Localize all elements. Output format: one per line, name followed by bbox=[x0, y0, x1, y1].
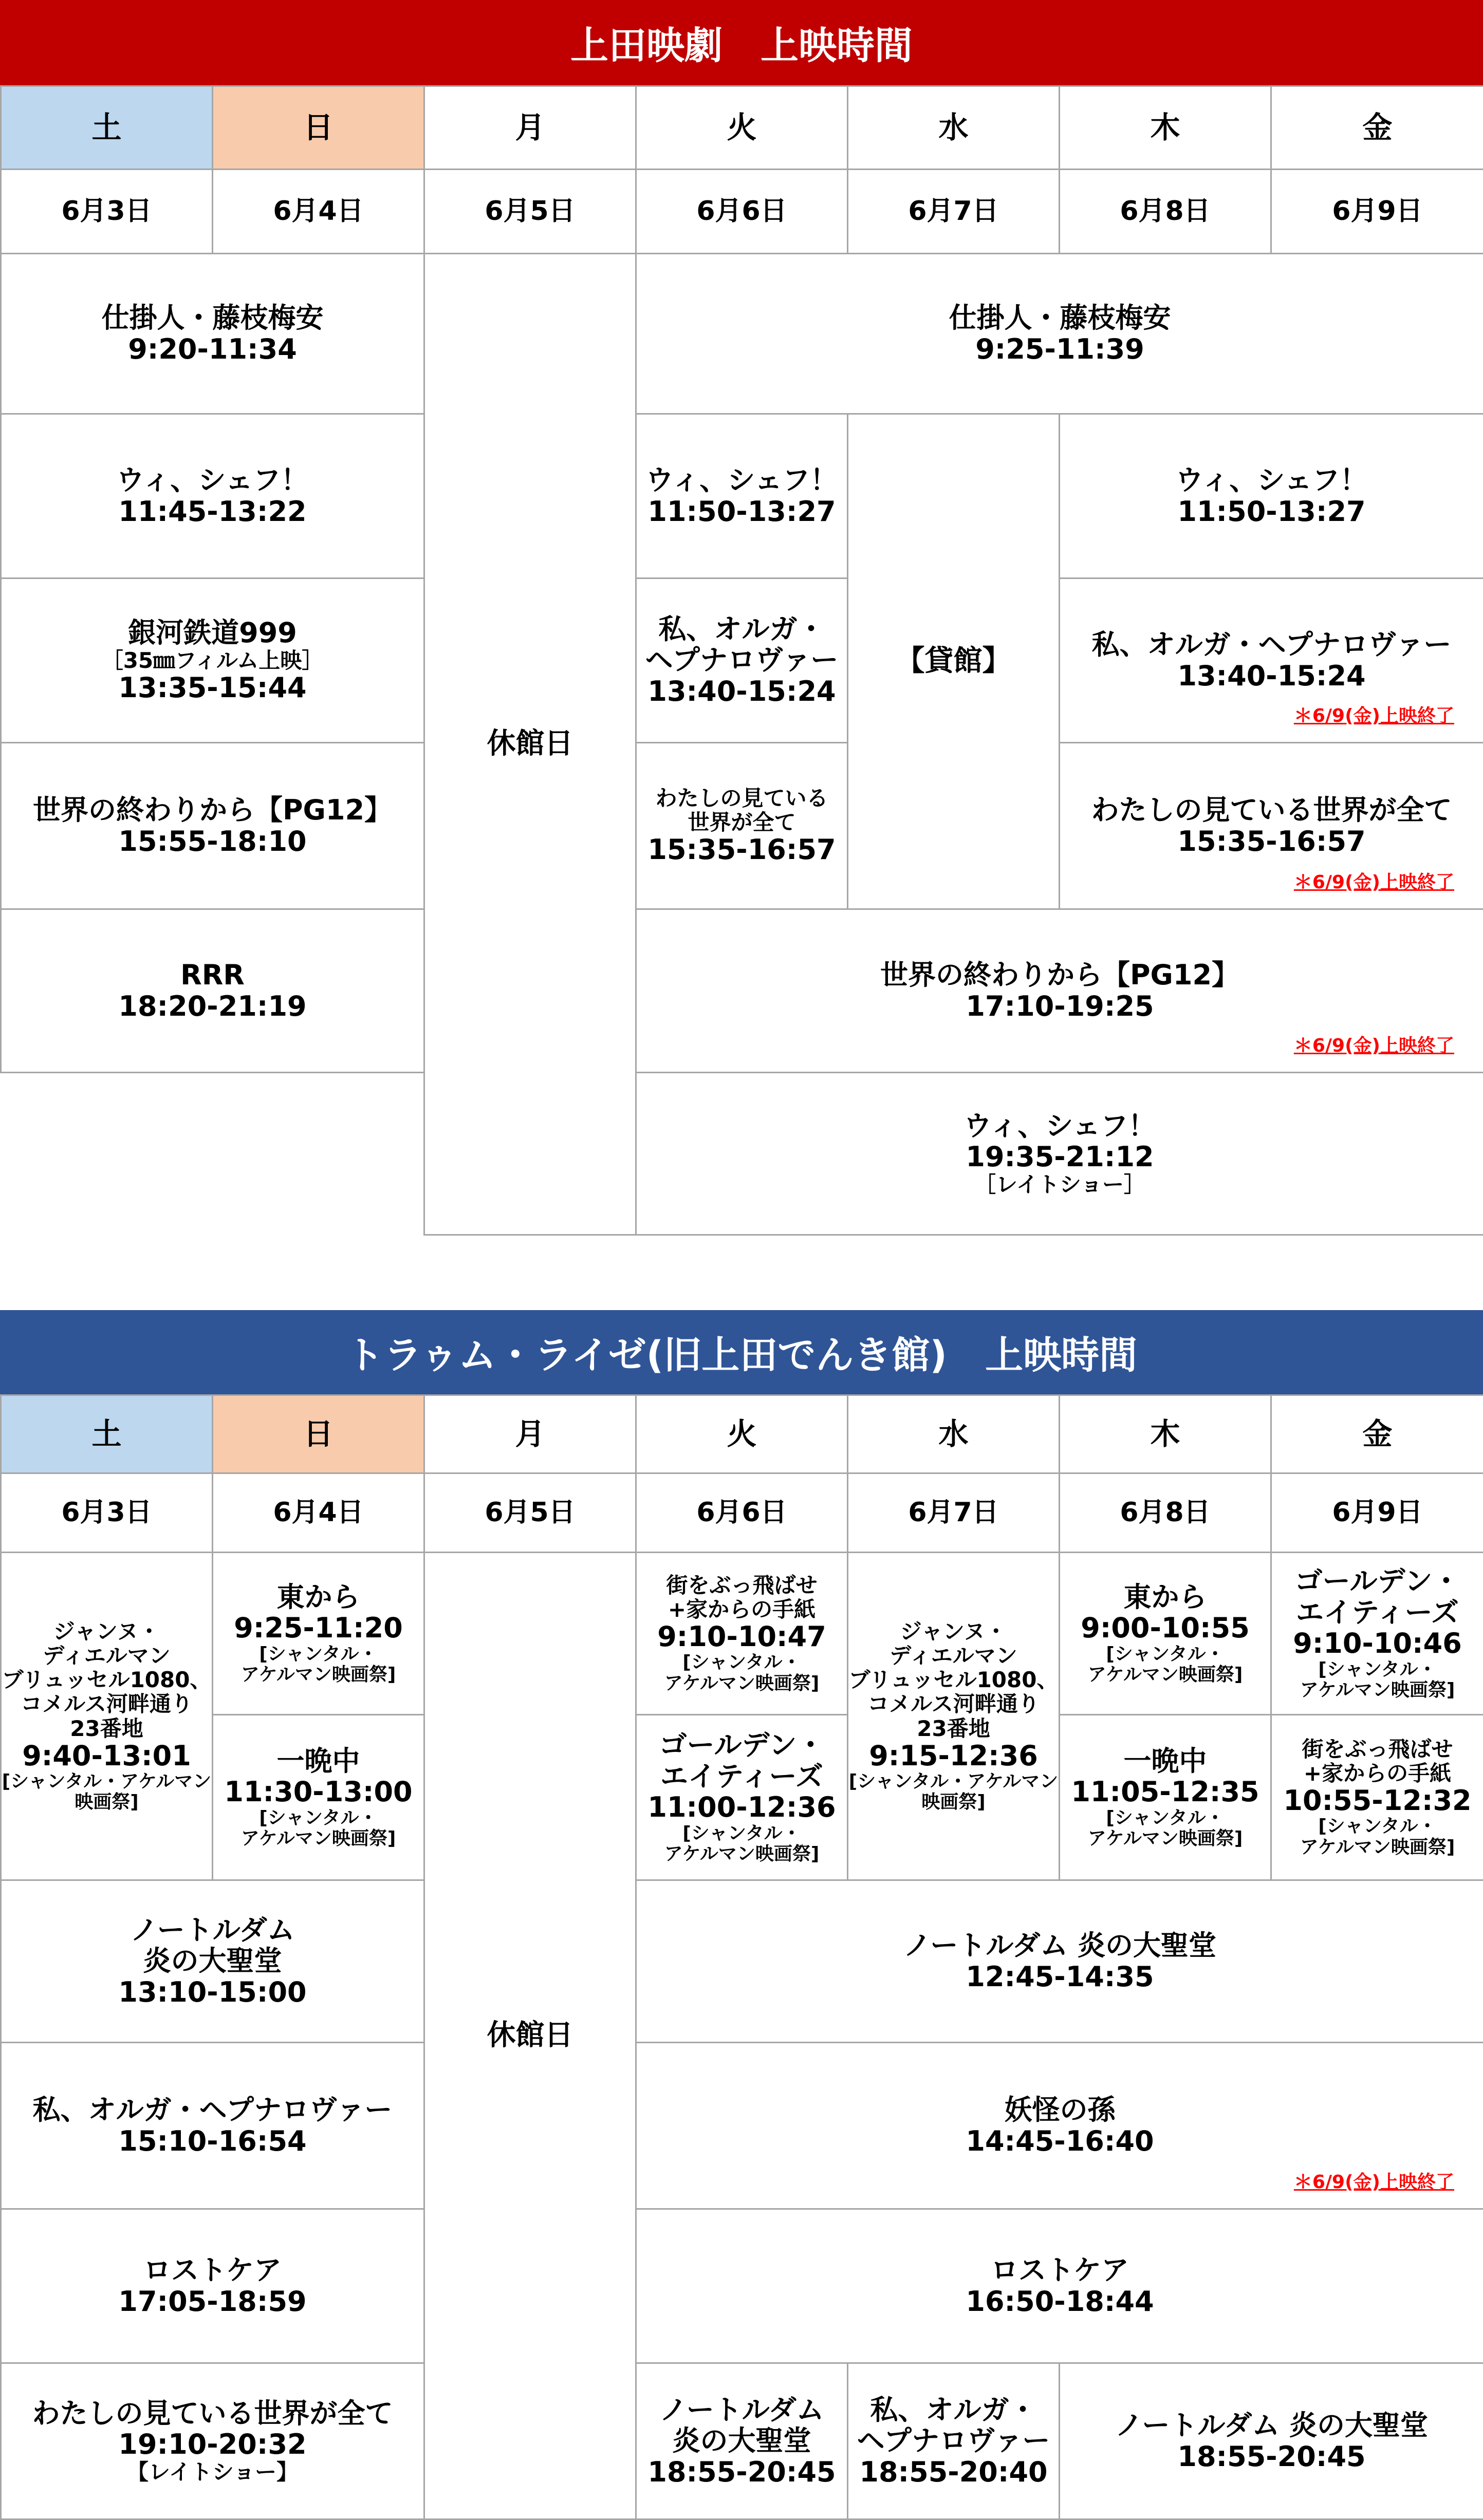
closed-day-cell: 休館日 bbox=[424, 254, 636, 1235]
date-cell: 6月7日 bbox=[848, 170, 1060, 254]
showing-cell: 街をぶっ飛ばせ +家からの手紙 10:55-12:32 [シャンタル・ アケルマン映画祭] bbox=[1271, 1715, 1483, 1880]
end-notice: ＊6/9(金)上映終了 bbox=[1294, 706, 1454, 726]
day-sat: 土 bbox=[1, 86, 213, 170]
rental-cell: 【貸館】 bbox=[848, 414, 1060, 909]
day-wed: 水 bbox=[848, 86, 1060, 170]
showing-cell: 私、オルガ・ヘプナロヴァー 13:40-15:24 ＊6/9(金)上映終了 bbox=[1060, 578, 1483, 743]
showing-cell: ウィ、シェフ！ 19:35-21:12 ［レイトショー］ bbox=[636, 1073, 1483, 1235]
showing-cell: 一晩中 11:05-12:35 [シャンタル・ アケルマン映画祭] bbox=[1060, 1715, 1271, 1880]
day-thu: 木 bbox=[1060, 1395, 1271, 1473]
showing-cell: 世界の終わりから【PG12】 15:55-18:10 bbox=[1, 743, 424, 909]
day-sat: 土 bbox=[1, 1395, 213, 1473]
day-row bbox=[1, 1395, 1483, 1473]
date-cell: 6月5日 bbox=[424, 170, 636, 254]
date-cell: 6月4日 bbox=[213, 1473, 424, 1553]
showing-cell: ゴールデン・ エイティーズ 9:10-10:46 [シャンタル・ アケルマン映画祭] bbox=[1271, 1553, 1483, 1715]
showing-cell: RRR 18:20-21:19 bbox=[1, 909, 424, 1073]
end-notice: ＊6/9(金)上映終了 bbox=[1294, 872, 1454, 893]
closed-day-cell: 休館日 bbox=[424, 1553, 636, 2519]
date-cell: 6月6日 bbox=[636, 170, 848, 254]
day-wed: 水 bbox=[848, 1395, 1060, 1473]
day-mon: 月 bbox=[424, 1395, 636, 1473]
showing-cell: ウィ、シェフ！ 11:45-13:22 bbox=[1, 414, 424, 578]
showing-cell: 世界の終わりから【PG12】 17:10-19:25 ＊6/9(金)上映終了 bbox=[636, 909, 1483, 1073]
showing-cell: ジャンヌ・ ディエルマン ブリュッセル1080、 コメルス河畔通り 23番地 9:15-12:36 [シャンタル・アケルマン 映画祭] bbox=[848, 1553, 1060, 1880]
date-row bbox=[1, 1473, 1483, 1553]
showing-cell: 仕掛人・藤枝梅安 9:25-11:39 bbox=[636, 254, 1483, 414]
showing-cell: 銀河鉄道999 ［35㎜フィルム上映］ 13:35-15:44 bbox=[1, 578, 424, 743]
end-notice: ＊6/9(金)上映終了 bbox=[1294, 2172, 1454, 2193]
date-cell: 6月8日 bbox=[1060, 170, 1271, 254]
date-cell: 6月5日 bbox=[424, 1473, 636, 1553]
showing-cell: ロストケア 16:50-18:44 bbox=[636, 2209, 1483, 2363]
showing-cell: ウィ、シェフ！ 11:50-13:27 bbox=[636, 414, 848, 578]
showing-cell: わたしの見ている世界が全て 19:10-20:32 【レイトショー】 bbox=[1, 2363, 424, 2519]
day-fri: 金 bbox=[1271, 86, 1483, 170]
showing-cell: 東から 9:00-10:55 [シャンタル・ アケルマン映画祭] bbox=[1060, 1553, 1271, 1715]
empty-cell bbox=[1, 1073, 424, 1235]
showing-cell: 私、オルガ・ヘプナロヴァー 15:10-16:54 bbox=[1, 2043, 424, 2209]
date-cell: 6月3日 bbox=[1, 170, 213, 254]
end-notice: ＊6/9(金)上映終了 bbox=[1294, 1036, 1454, 1056]
day-fri: 金 bbox=[1271, 1395, 1483, 1473]
date-cell: 6月9日 bbox=[1271, 1473, 1483, 1553]
showing-cell: ノートルダム 炎の大聖堂 12:45-14:35 bbox=[636, 1880, 1483, 2043]
date-cell: 6月3日 bbox=[1, 1473, 213, 1553]
date-cell: 6月8日 bbox=[1060, 1473, 1271, 1553]
day-thu: 木 bbox=[1060, 86, 1271, 170]
theater1-title: 上田映劇 上映時間 bbox=[0, 0, 1483, 85]
showing-cell: ジャンヌ・ ディエルマン ブリュッセル1080、 コメルス河畔通り 23番地 9:40-13:01 [シャンタル・アケルマン 映画祭] bbox=[1, 1553, 213, 1880]
showing-cell: 街をぶっ飛ばせ +家からの手紙 9:10-10:47 [シャンタル・ アケルマン映画祭] bbox=[636, 1553, 848, 1715]
day-sun: 日 bbox=[213, 86, 424, 170]
showing-cell: 東から 9:25-11:20 [シャンタル・ アケルマン映画祭] bbox=[213, 1553, 424, 1715]
showing-cell: ノートルダム 炎の大聖堂 18:55-20:45 bbox=[1060, 2363, 1483, 2519]
theater2-title: トラゥム・ライゼ(旧上田でんき館) 上映時間 bbox=[0, 1310, 1483, 1394]
day-sun: 日 bbox=[213, 1395, 424, 1473]
day-row bbox=[1, 86, 1483, 170]
showing-cell: ロストケア 17:05-18:59 bbox=[1, 2209, 424, 2363]
showing-cell: 私、オルガ・ ヘプナロヴァー 18:55-20:40 bbox=[848, 2363, 1060, 2519]
date-cell: 6月4日 bbox=[213, 170, 424, 254]
date-cell: 6月9日 bbox=[1271, 170, 1483, 254]
showing-cell: ウィ、シェフ！ 11:50-13:27 bbox=[1060, 414, 1483, 578]
showing-cell: ゴールデン・ エイティーズ 11:00-12:36 [シャンタル・ アケルマン映画祭] bbox=[636, 1715, 848, 1880]
showing-cell: 仕掛人・藤枝梅安 9:20-11:34 bbox=[1, 254, 424, 414]
date-cell: 6月7日 bbox=[848, 1473, 1060, 1553]
day-tue: 火 bbox=[636, 86, 848, 170]
showing-cell: わたしの見ている世界が全て 15:35-16:57 ＊6/9(金)上映終了 bbox=[1060, 743, 1483, 909]
showing-cell: ノートルダム 炎の大聖堂 13:10-15:00 bbox=[1, 1880, 424, 2043]
showing-cell: 一晩中 11:30-13:00 [シャンタル・ アケルマン映画祭] bbox=[213, 1715, 424, 1880]
showing-cell: わたしの見ている 世界が全て 15:35-16:57 bbox=[636, 743, 848, 909]
showing-cell: ノートルダム 炎の大聖堂 18:55-20:45 bbox=[636, 2363, 848, 2519]
date-cell: 6月6日 bbox=[636, 1473, 848, 1553]
day-tue: 火 bbox=[636, 1395, 848, 1473]
theater1-schedule-table bbox=[0, 85, 1483, 1236]
date-row bbox=[1, 170, 1483, 254]
showing-cell: 妖怪の孫 14:45-16:40 ＊6/9(金)上映終了 bbox=[636, 2043, 1483, 2209]
showing-cell: 私、オルガ・ ヘプナロヴァー 13:40-15:24 bbox=[636, 578, 848, 743]
day-mon: 月 bbox=[424, 86, 636, 170]
theater2-schedule-table bbox=[0, 1394, 1483, 2520]
